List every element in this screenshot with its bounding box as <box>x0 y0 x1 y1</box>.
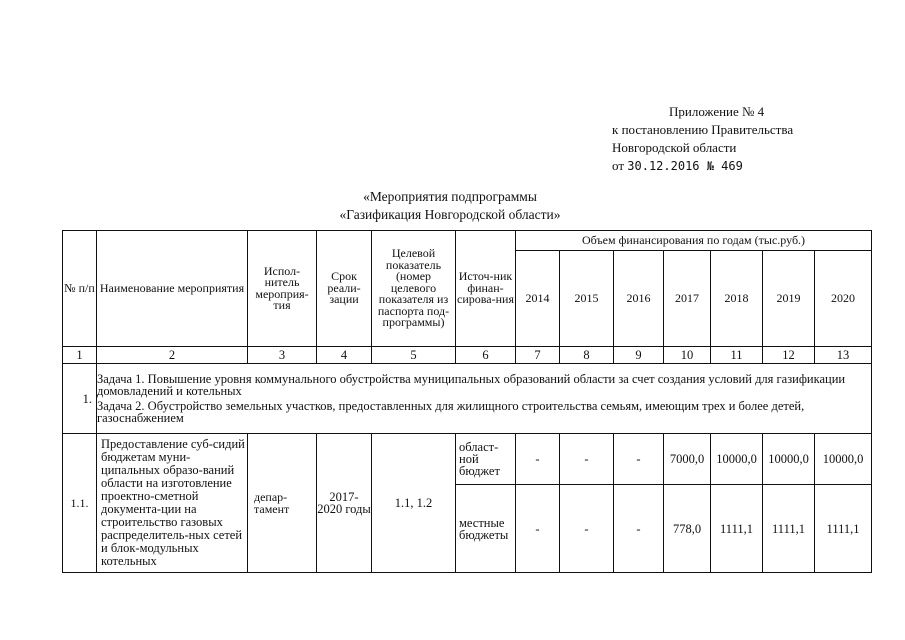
funding-value: - <box>560 485 614 573</box>
header-year: 2019 <box>763 251 815 347</box>
column-number: 11 <box>711 347 763 364</box>
task-description <box>97 364 872 434</box>
column-number: 10 <box>664 347 711 364</box>
header-num: № п/п <box>63 231 97 347</box>
header-target: Целевой показатель (номер целевого показателя из паспорта под-программы) <box>372 231 456 347</box>
column-number-row <box>63 347 872 364</box>
row-executor: депар-тамент <box>248 434 317 573</box>
task-1: Задача 1. Повышение уровня коммунального обустройства муниципальных образований области за счет создания условий для газификации домовладений и котельных <box>97 372 846 398</box>
title-line: «Газификация Новгородской области» <box>339 207 561 222</box>
column-number: 9 <box>614 347 664 364</box>
date-prefix: от <box>612 158 625 173</box>
header-funding: Объем финансирования по годам (тыс.руб.) <box>516 231 872 251</box>
funding-value: 10000,0 <box>815 434 872 485</box>
appendix-line: Новгородской области <box>612 140 737 155</box>
row-name: Предоставление суб-сидий бюджетам муни-ципальных образо-ваний области на изготовление проектно-сметной документа-ции на строительство газовых распределитель-ных сетей и блок-модульных котельных <box>97 434 248 573</box>
column-number: 3 <box>248 347 317 364</box>
document-title <box>300 188 600 224</box>
column-number: 1 <box>63 347 97 364</box>
column-number: 13 <box>815 347 872 364</box>
header-year: 2018 <box>711 251 763 347</box>
funding-value: 10000,0 <box>763 434 815 485</box>
header-name: Наименование мероприятия <box>97 231 248 347</box>
source-name: местные бюджеты <box>456 485 516 573</box>
header-year: 2017 <box>664 251 711 347</box>
appendix-line: к постановлению Правительства <box>612 122 794 137</box>
appendix-title: Приложение № 4 <box>669 104 765 119</box>
header-year: 2015 <box>560 251 614 347</box>
row-term: 2017-2020 годы <box>317 434 372 573</box>
activities-table <box>62 230 872 573</box>
funding-value: 1111,1 <box>815 485 872 573</box>
header-year: 2016 <box>614 251 664 347</box>
funding-value: - <box>614 485 664 573</box>
funding-value: 1111,1 <box>711 485 763 573</box>
header-executor: Испол-нитель мероприя-тия <box>248 231 317 347</box>
header-term: Срок реали-зации <box>317 231 372 347</box>
funding-value: 1111,1 <box>763 485 815 573</box>
funding-value: - <box>560 434 614 485</box>
column-number: 2 <box>97 347 248 364</box>
funding-value: 7000,0 <box>664 434 711 485</box>
column-number: 8 <box>560 347 614 364</box>
funding-value: 10000,0 <box>711 434 763 485</box>
table-row <box>63 434 872 485</box>
appendix-block <box>612 103 793 175</box>
row-number: 1.1. <box>63 434 97 573</box>
source-name: област-ной бюджет <box>456 434 516 485</box>
header-year: 2020 <box>815 251 872 347</box>
task-2: Задача 2. Обустройство земельных участков, предоставленных для жилищного строительства семьям, имеющим трех и более детей, газоснабжением <box>97 399 805 425</box>
task-number: 1. <box>63 364 97 434</box>
funding-value: - <box>516 485 560 573</box>
column-number: 12 <box>763 347 815 364</box>
header-year: 2014 <box>516 251 560 347</box>
header-source: Источ-ник финан-сирова-ния <box>456 231 516 347</box>
row-target: 1.1, 1.2 <box>372 434 456 573</box>
column-number: 5 <box>372 347 456 364</box>
column-number: 7 <box>516 347 560 364</box>
funding-value: - <box>516 434 560 485</box>
date-value: 30.12.2016 № 469 <box>627 159 743 173</box>
column-number: 6 <box>456 347 516 364</box>
funding-value: 778,0 <box>664 485 711 573</box>
task-row <box>63 364 872 434</box>
column-number: 4 <box>317 347 372 364</box>
appendix-date <box>612 157 793 175</box>
funding-value: - <box>614 434 664 485</box>
title-line: «Мероприятия подпрограммы <box>363 189 537 204</box>
